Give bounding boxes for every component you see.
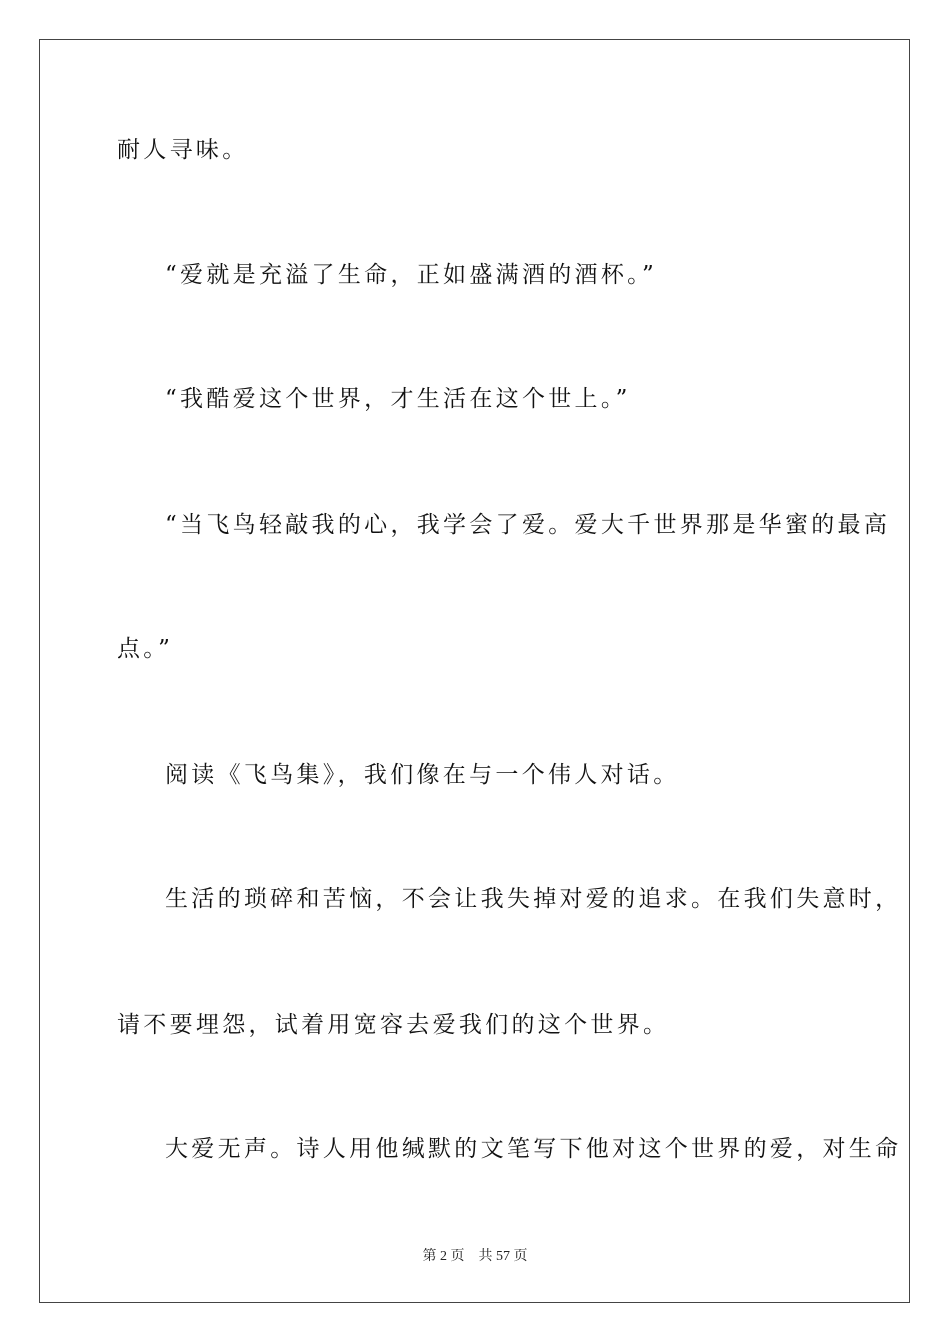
current-page-number: 第 2 页 [422,1249,465,1264]
body-line-8: 请不要埋怨，试着用宽容去爱我们的这个世界。 [117,1012,670,1038]
body-line-9: 大爱无声。诗人用他缄默的文笔写下他对这个世界的爱，对生命 [165,1136,902,1162]
body-line-5: 点。” [117,636,174,662]
body-line-7: 生活的琐碎和苦恼，不会让我失掉对爱的追求。在我们失意时， [165,886,902,912]
body-line-6: 阅读《飞鸟集》，我们像在与一个伟人对话。 [165,762,680,788]
page-border [39,39,910,1303]
body-line-1: 耐人寻味。 [117,137,249,163]
body-line-4: “当飞鸟轻敲我的心，我学会了爱。爱大千世界那是华蜜的最高 [165,512,891,538]
body-line-3: “我酷爱这个世界，才生活在这个世上。” [165,386,631,412]
total-page-count: 共 57 页 [478,1249,528,1264]
body-line-2: “爱就是充溢了生命，正如盛满酒的酒杯。” [165,262,658,288]
page-footer [0,1245,950,1265]
